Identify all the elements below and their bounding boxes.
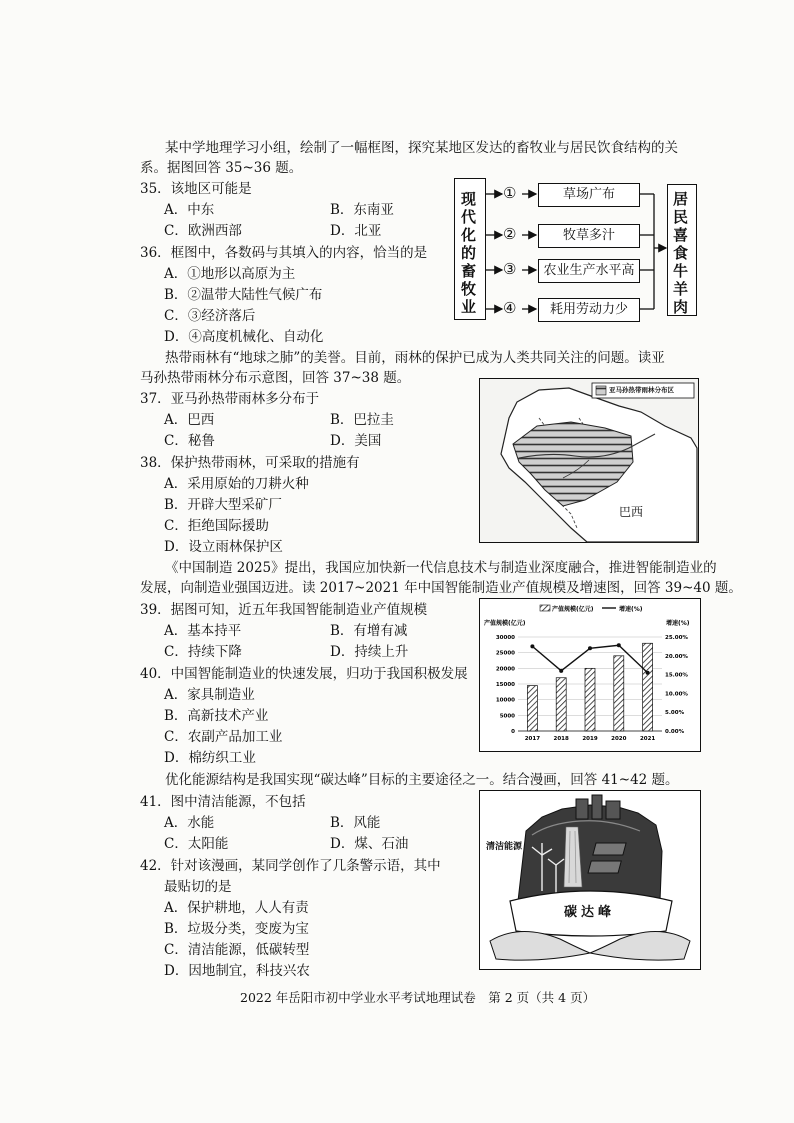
amazon-rainforest-map (479, 378, 699, 543)
q39-stem: 39．据图可知，近五年我国智能制造业产值规模 (140, 602, 428, 618)
q39-option-b[interactable]: B．有增有减 (330, 623, 408, 639)
growth-point-2020 (617, 643, 621, 647)
intro-39-40-line1: 《中国制造 2025》提出，我国应加快新一代信息技术与制造业深度融合，推进智能制造业的 (165, 560, 717, 576)
x-tick-label: 2017 (524, 736, 541, 742)
page-footer: 2022 年岳阳市初中学业水平考试地理试卷 第 2 页（共 4 页） (240, 990, 596, 1005)
q36-option-b[interactable]: B．②温带大陆性气候广布 (164, 287, 323, 303)
bar-2017 (527, 686, 537, 731)
left-axis-label: 产值规模(亿元) (484, 620, 526, 627)
q41-option-c[interactable]: C．太阳能 (164, 836, 229, 852)
q41-stem: 41．图中清洁能源，不包括 (140, 794, 306, 810)
q36-option-a[interactable]: A．①地形以高原为主 (164, 266, 296, 282)
flow-num-3: ③ (503, 260, 517, 278)
q40-option-a[interactable]: A．家具制造业 (164, 687, 255, 703)
q40-option-b[interactable]: B．高新技术产业 (164, 708, 269, 724)
q41-option-b[interactable]: B．风能 (330, 815, 381, 831)
legend-bar-label: 产值规模(亿元) (552, 606, 594, 613)
right-tick-label: 20.00% (665, 653, 688, 660)
q42-stem: 42．针对该漫画，某同学创作了几条警示语，其中 (140, 858, 441, 874)
growth-point-2019 (588, 646, 592, 650)
q39-option-c[interactable]: C．持续下降 (164, 644, 242, 660)
q41-option-a[interactable]: A．水能 (164, 815, 215, 831)
growth-point-2021 (646, 671, 650, 675)
left-tick-label: 15000 (495, 682, 515, 688)
q42-stem-line2: 最贴切的是 (164, 879, 232, 895)
q38-option-b[interactable]: B．开辟大型采矿厂 (164, 497, 282, 513)
q36-stem: 36．框图中，各数码与其填入的内容，恰当的是 (140, 245, 428, 261)
left-tick-label: 0 (511, 729, 515, 735)
intro-37-38-line1: 热带雨林有“地球之肺”的美誉。目前，雨林的保护已成为人类共同关注的问题。读亚 (165, 350, 665, 366)
right-tick-label: 25.00% (665, 635, 688, 641)
smart-manufacturing-chart (479, 598, 701, 752)
right-tick-label: 5.00% (665, 710, 685, 717)
intro-35-36-line1: 某中学地理学习小组，绘制了一幅框图，探究某地区发达的畜牧业与居民饮食结构的关 (165, 140, 678, 156)
q38-stem: 38．保护热带雨林，可采取的措施有 (140, 455, 360, 471)
q35-stem: 35．该地区可能是 (140, 181, 252, 197)
q35-option-c[interactable]: C．欧洲西部 (164, 223, 242, 239)
right-tick-label: 10.00% (665, 691, 688, 698)
q37-option-a[interactable]: A．巴西 (164, 412, 215, 428)
q40-option-d[interactable]: D．棉纺织工业 (164, 750, 256, 766)
flow-item-3: 农业生产水平高 (538, 259, 640, 283)
flow-left-label: 现代化的畜牧业 (461, 190, 477, 316)
q36-option-d[interactable]: D．④高度机械化、自动化 (164, 329, 324, 345)
x-tick-label: 2020 (611, 736, 627, 742)
livestock-flow-diagram (454, 178, 699, 320)
q36-option-c[interactable]: C．③经济落后 (164, 308, 256, 324)
flow-item-2: 牧草多汁 (538, 224, 640, 248)
bar-2020 (614, 656, 624, 731)
flow-right-label: 居民喜食牛羊肉 (673, 190, 689, 316)
q35-option-a[interactable]: A．中东 (164, 202, 215, 218)
q37-option-b[interactable]: B．巴拉圭 (330, 412, 394, 428)
q37-option-c[interactable]: C．秘鲁 (164, 433, 215, 449)
flow-item-4: 耗用劳动力少 (538, 298, 640, 322)
q42-option-d[interactable]: D．因地制宜，科技兴农 (164, 963, 310, 979)
intro-35-36-line2: 系。据图回答 35~36 题。 (140, 160, 303, 176)
legend-bar-swatch (540, 605, 550, 611)
cartoon-label-clean-energy: 清洁能源 (486, 842, 523, 852)
right-tick-label: 0.00% (665, 729, 685, 735)
q39-option-a[interactable]: A．基本持平 (164, 623, 242, 639)
q42-option-c[interactable]: C．清洁能源，低碳转型 (164, 942, 310, 958)
left-tick-label: 25000 (495, 650, 515, 657)
x-tick-label: 2019 (582, 736, 598, 742)
legend-line-label: 增速(%) (619, 606, 643, 613)
flow-num-2: ② (503, 225, 517, 243)
x-tick-label: 2018 (553, 736, 569, 742)
q42-option-b[interactable]: B．垃圾分类，变废为宝 (164, 921, 309, 937)
right-tick-label: 15.00% (665, 672, 688, 679)
intro-41-42: 优化能源结构是我国实现“碳达峰”目标的主要途径之一。结合漫画，回答 41~42 题。 (165, 772, 679, 788)
growth-point-2018 (559, 669, 563, 673)
q41-option-d[interactable]: D．煤、石油 (330, 836, 409, 852)
q37-option-d[interactable]: D．美国 (330, 433, 382, 449)
left-tick-label: 10000 (495, 697, 515, 704)
chart-canvas (480, 599, 700, 751)
q40-option-c[interactable]: C．农副产品加工业 (164, 729, 283, 745)
cartoon-graphic (480, 791, 700, 969)
q38-option-d[interactable]: D．设立雨林保护区 (164, 539, 283, 555)
q39-option-d[interactable]: D．持续上升 (330, 644, 409, 660)
legend-swatch (596, 386, 606, 395)
q42-option-a[interactable]: A．保护耕地，人人有责 (164, 900, 309, 916)
left-tick-label: 30000 (495, 635, 515, 641)
flow-item-1: 草场广布 (538, 183, 640, 207)
q40-stem: 40．中国智能制造业的快速发展，归功于我国积极发展 (140, 666, 468, 682)
flow-num-4: ④ (503, 299, 517, 317)
map-legend-label: 亚马孙热带雨林分布区 (609, 386, 674, 394)
x-tick-label: 2021 (639, 736, 656, 742)
left-tick-label: 20000 (495, 666, 515, 673)
q35-option-d[interactable]: D．北亚 (330, 223, 382, 239)
cartoon-label-carbon-peak: 碳达峰 (564, 905, 616, 920)
q37-stem: 37．亚马孙热带雨林多分布于 (140, 391, 320, 407)
growth-point-2017 (530, 644, 534, 648)
bar-2019 (585, 668, 595, 731)
q38-option-c[interactable]: C．拒绝国际援助 (164, 518, 269, 534)
map-country-label: 巴西 (619, 505, 644, 519)
carbon-peak-cartoon (479, 790, 701, 970)
intro-39-40-line2: 发展，向制造业强国迈进。读 2017~2021 年中国智能制造业产值规模及增速图，回答 39~40 题。 (140, 580, 742, 596)
flow-num-1: ① (503, 184, 517, 202)
q35-option-b[interactable]: B．东南亚 (330, 202, 394, 218)
bar-2021 (643, 643, 653, 731)
intro-37-38-line2: 马孙热带雨林分布示意图，回答 37~38 题。 (140, 370, 411, 386)
q38-option-a[interactable]: A．采用原始的刀耕火种 (164, 476, 309, 492)
bar-2018 (556, 678, 566, 731)
left-tick-label: 5000 (499, 713, 515, 720)
map-graphic (479, 378, 699, 543)
right-axis-label: 增速(%) (666, 620, 690, 627)
